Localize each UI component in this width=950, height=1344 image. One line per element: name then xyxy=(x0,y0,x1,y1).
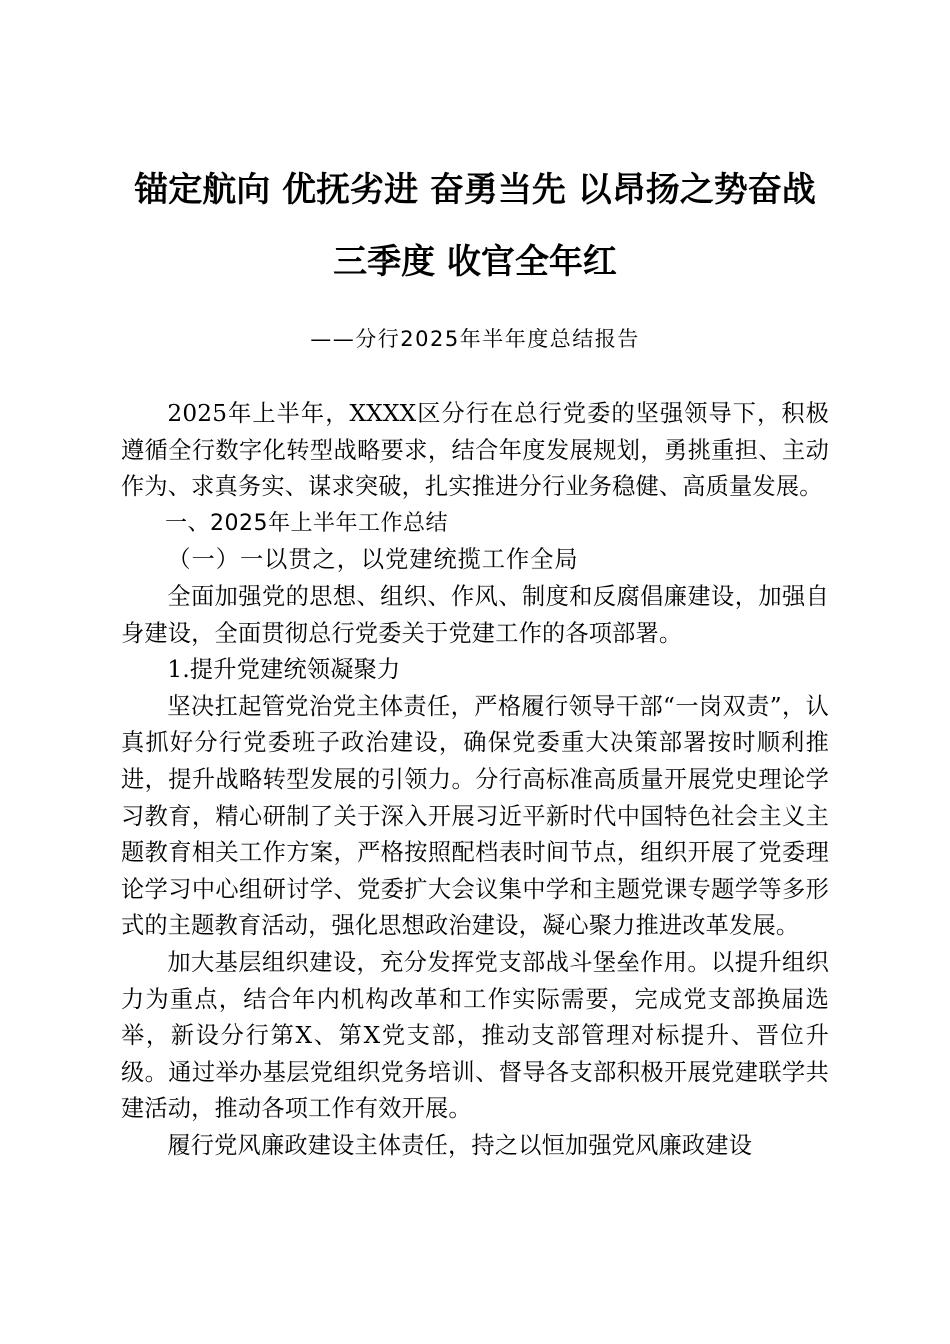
document-subtitle: ——分行2025年半年度总结报告 xyxy=(310,327,640,351)
paragraph-grassroots: 加大基层组织建设，充分发挥党支部战斗堡垒作用。以提升组织力为重点，结合年内机构改革和工作实际需要，完成党支部换届选举，新设分行第X、第X党支部，推动支部管理对标提升、晋位升级。通过举办基层党组织党务培训、督导各支部积极开展党建联学共建活动，推动各项工作有效开展。 xyxy=(121,948,829,1123)
subsection-heading-1: （一）一以贯之，以党建统揽工作全局 xyxy=(167,546,579,574)
paragraph-responsibility: 坚决扛起管党治党主体责任，严格履行领导干部“一岗双责”，认真抓好分行党委班子政治建设，确保党委重大决策部署按时顺利推进，提升战略转型发展的引领力。分行高标准高质量开展党史理论学习教育，精心研制了关于深入开展习近平新时代中国特色社会主义主题教育相关工作方案，严格按照配档表时间节点，组织开展了党委理论学习中心组研讨学、党委扩大会议集中学和主题党课专题学等多形式的主题教育活动，强化思想政治建设，凝心聚力推进改革发展。 xyxy=(121,692,829,940)
paragraph-integrity: 履行党风廉政建设主体责任，持之以恒加强党风廉政建设 xyxy=(167,1131,753,1159)
section-heading-1: 一、2025年上半年工作总结 xyxy=(165,510,448,536)
intro-paragraph: 2025年上半年，XXXX区分行在总行党委的坚强领导下，积极遵循全行数字化转型战略要求，结合年度发展规划，勇挑重担、主动作为、求真务实、谋求突破，扎实推进分行业务稳健、高质量发展。 xyxy=(121,400,829,501)
document-body xyxy=(121,396,829,1164)
paragraph-party-building: 全面加强党的思想、组织、作风、制度和反腐倡廉建设，加强自身建设，全面贯彻总行党委关于党建工作的各项部署。 xyxy=(121,582,829,647)
document-title-line-2: 三季度 收官全年红 xyxy=(333,242,617,282)
item-heading-1: 1.提升党建统领凝聚力 xyxy=(167,656,401,684)
document-title-line-1: 锚定航向 优抚劣进 奋勇当先 以昂扬之势奋战 xyxy=(134,170,816,210)
